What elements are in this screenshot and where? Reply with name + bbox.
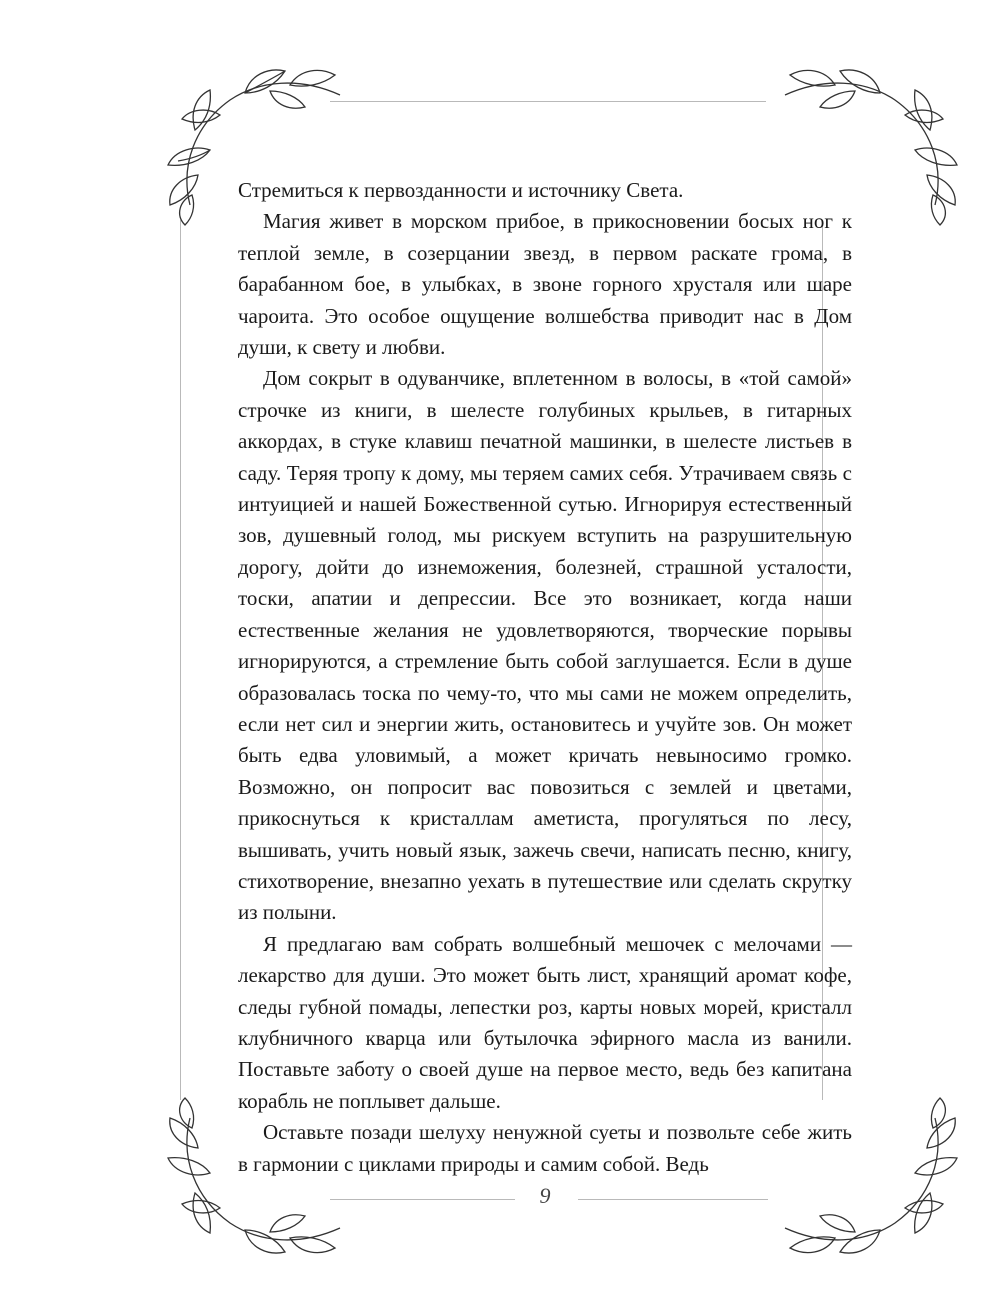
body-text	[238, 175, 852, 1180]
paragraph: Стремиться к первозданности и источнику Света.	[238, 178, 684, 202]
paragraph: Я предлагаю вам собрать волшебный мешочек с мелочами — лекарство для души. Это может быть лист, хранящий аромат кофе, следы губной помады, лепестки роз, карты новых морей, кристалл клубничного кварца или бутылочка эфирного масла из ванили. Поставьте заботу о своей душе на первое место, ведь без капитана корабль не поплывет дальше.	[238, 931, 852, 1113]
frame-left-line	[180, 220, 181, 1100]
frame-bottom-right-line	[578, 1199, 768, 1200]
paragraph: Оставьте позади шелуху ненужной суеты и позвольте себе жить в гармонии с циклами природы и самим собой. Ведь	[238, 1120, 852, 1176]
paragraph: Дом сокрыт в одуванчике, вплетенном в волосы, в «той самой» строчке из книги, в шелесте голубиных крыльев, в гитарных аккордах, в стуке клавиш печатной машинки, в шелесте листьев в саду. Теряя тропу к дому, мы теряем самих себя. Утрачиваем связь с интуицией и нашей Божественной сутью. Игнорируя естественный зов, душевный голод, мы рискуем вступить на разрушительную дорогу, дойти до изнеможения, болезней, страшной усталости, тоски, апатии и депрессии. Все это возникает, когда наши естественные желания не удовлетворяются, творческие порывы игнорируются, а стремление быть собой заглушается. Если в душе образовалась тоска по чему-то, что мы сами не можем определить, если нет сил и энергии жить, остановитесь и учуйте зов. Он может быть едва уловимый, а может кричать невыносимо громко. Возможно, он попросит вас повозиться с землей и цветами, прикоснуться к кристаллам аметиста, прогуляться по лесу, вышивать, учить новый язык, зажечь свечи, написать песню, книгу, стихотворение, внезапно уехать в путешествие или сделать скрутку из полыни.	[238, 366, 852, 925]
paragraph: Магия живет в морском прибое, в прикосновении босых ног к теплой земле, в созерцании звезд, в первом раскате грома, в барабанном бое, в улыбках, в звоне горного хрусталя или шаре чароита. Это особое ощущение волшебства приводит нас в Дом души, к свету и любви.	[238, 209, 852, 360]
page-number: 9	[539, 1183, 551, 1208]
frame-top-line	[330, 101, 766, 102]
